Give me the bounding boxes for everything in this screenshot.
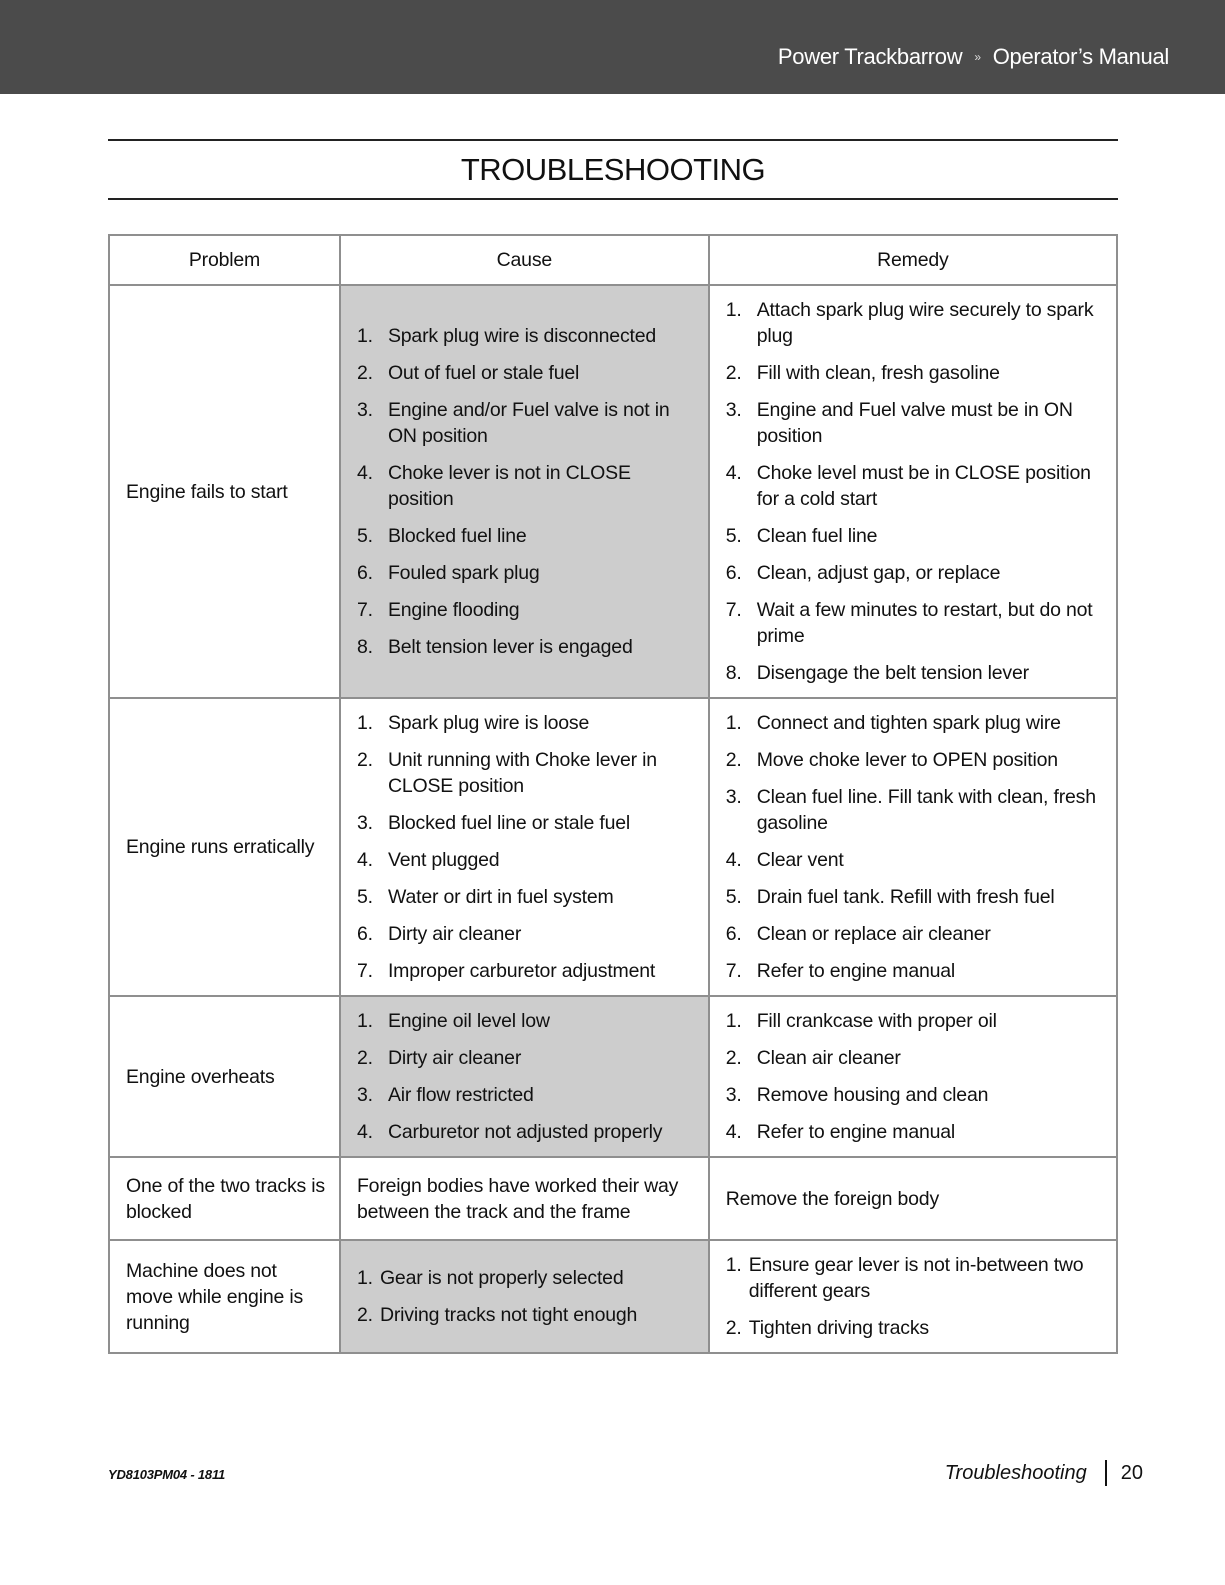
- item-text: Clean fuel line. Fill tank with clean, fresh gasoline: [756, 786, 1096, 834]
- title-rule: [108, 139, 1118, 200]
- list-item: [357, 1119, 694, 1145]
- column-header-remedy: Remedy: [709, 235, 1117, 285]
- list-item: [726, 1252, 1102, 1304]
- list-item: [357, 1265, 694, 1291]
- list-item: [357, 921, 694, 947]
- list-item: [726, 958, 1102, 984]
- item-text: Clean or replace air cleaner: [756, 923, 991, 945]
- item-text: Ensure gear lever is not in-between two different gears: [748, 1254, 1084, 1302]
- item-text: Driving tracks not tight enough: [379, 1304, 638, 1326]
- item-number: 2.: [725, 1047, 742, 1069]
- item-text: Fill with clean, fresh gasoline: [756, 362, 1000, 384]
- remedy-list: [710, 710, 1116, 984]
- item-number: 1.: [725, 712, 742, 734]
- table-row: [109, 1240, 1117, 1353]
- item-text: Fouled spark plug: [387, 562, 540, 584]
- item-text: Clear vent: [756, 849, 844, 871]
- item-number: 7.: [725, 599, 742, 621]
- list-item: [357, 747, 694, 799]
- document-code: YD8103PM04 - 1811: [108, 1467, 226, 1482]
- table-row: [109, 698, 1117, 996]
- item-text: Wait a few minutes to restart, but do not prime: [756, 599, 1093, 647]
- list-item: [726, 921, 1102, 947]
- item-text: Move choke lever to OPEN position: [756, 749, 1058, 771]
- item-text: Engine flooding: [387, 599, 520, 621]
- problem-cell: Engine runs erratically: [109, 698, 340, 996]
- list-item: [357, 810, 694, 836]
- item-text: Clean, adjust gap, or replace: [756, 562, 1001, 584]
- breadcrumb-separator-icon: »: [974, 50, 981, 64]
- list-item: [357, 1302, 694, 1328]
- cause-list: [341, 710, 708, 984]
- footer-section-name: Troubleshooting: [944, 1461, 1087, 1484]
- list-item: [357, 1008, 694, 1034]
- item-text: Refer to engine manual: [756, 960, 956, 982]
- item-number: 5.: [356, 525, 373, 547]
- table-row: [109, 285, 1117, 698]
- item-text: Blocked fuel line: [387, 525, 527, 547]
- item-number: 3.: [725, 1084, 742, 1106]
- item-number: 4.: [725, 462, 742, 484]
- cause-cell: [340, 1157, 709, 1240]
- table-row: [109, 1157, 1117, 1240]
- item-text: Disengage the belt tension lever: [756, 662, 1029, 684]
- item-number: 1.: [356, 1010, 373, 1032]
- item-text: Spark plug wire is disconnected: [387, 325, 656, 347]
- item-number: 8.: [725, 662, 742, 684]
- list-item: [357, 360, 694, 386]
- footer-divider: [1105, 1460, 1107, 1486]
- item-text: Improper carburetor adjustment: [387, 960, 656, 982]
- list-item: [726, 560, 1102, 586]
- item-text: Gear is not properly selected: [379, 1267, 624, 1289]
- list-item: [726, 784, 1102, 836]
- item-number: 4.: [725, 1121, 742, 1143]
- item-text: Vent plugged: [387, 849, 500, 871]
- remedy-list: [710, 1008, 1116, 1145]
- item-number: 2.: [725, 1317, 742, 1339]
- item-text: Drain fuel tank. Refill with fresh fuel: [756, 886, 1055, 908]
- item-number: 7.: [356, 599, 373, 621]
- list-item: [726, 1315, 1102, 1341]
- item-number: 6.: [725, 562, 742, 584]
- list-item: [726, 710, 1102, 736]
- item-text: Fill crankcase with proper oil: [756, 1010, 997, 1032]
- item-number: 1.: [356, 1267, 373, 1289]
- page-number: 20: [1120, 1461, 1143, 1484]
- list-item: [726, 847, 1102, 873]
- item-number: 4.: [356, 462, 373, 484]
- item-text: Dirty air cleaner: [387, 923, 522, 945]
- item-number: 5.: [356, 886, 373, 908]
- breadcrumb: [778, 44, 1169, 70]
- item-number: 2.: [725, 362, 742, 384]
- cause-cell: [340, 1240, 709, 1353]
- remedy-cell: [709, 996, 1117, 1157]
- remedy-list: [710, 1252, 1116, 1341]
- list-item: [726, 1045, 1102, 1071]
- list-item: [726, 660, 1102, 686]
- item-text: Attach spark plug wire securely to spark plug: [756, 299, 1094, 347]
- list-item: [357, 1045, 694, 1071]
- item-number: 2.: [356, 1047, 373, 1069]
- item-number: 4.: [356, 849, 373, 871]
- item-text: Refer to engine manual: [756, 1121, 956, 1143]
- item-text: Dirty air cleaner: [387, 1047, 522, 1069]
- item-number: 5.: [725, 886, 742, 908]
- item-text: Tighten driving tracks: [748, 1317, 929, 1339]
- manual-name: Operator’s Manual: [992, 44, 1169, 69]
- list-item: [357, 1082, 694, 1108]
- item-text: Clean air cleaner: [756, 1047, 901, 1069]
- list-item: [726, 1082, 1102, 1108]
- cause-list: [341, 1008, 708, 1145]
- item-text: Connect and tighten spark plug wire: [756, 712, 1061, 734]
- item-number: 7.: [356, 960, 373, 982]
- list-item: [726, 747, 1102, 773]
- cause-cell: [340, 285, 709, 698]
- cause-cell: [340, 698, 709, 996]
- remedy-cell: [709, 1157, 1117, 1240]
- cause-text: Foreign bodies have worked their way between the track and the frame: [356, 1174, 679, 1223]
- item-number: 1.: [356, 712, 373, 734]
- list-item: [357, 847, 694, 873]
- list-item: [357, 323, 694, 349]
- column-header-cause: Cause: [340, 235, 709, 285]
- item-text: Choke lever is not in CLOSE position: [387, 462, 631, 510]
- list-item: [357, 460, 694, 512]
- item-number: 3.: [725, 399, 742, 421]
- list-item: [357, 634, 694, 660]
- problem-cell: Engine overheats: [109, 996, 340, 1157]
- item-text: Choke level must be in CLOSE position for a cold start: [756, 462, 1091, 510]
- item-text: Air flow restricted: [387, 1084, 534, 1106]
- list-item: [726, 523, 1102, 549]
- item-text: Engine and/or Fuel valve is not in ON position: [387, 399, 670, 447]
- list-item: [726, 597, 1102, 649]
- item-text: Out of fuel or stale fuel: [387, 362, 580, 384]
- problem-cell: Engine fails to start: [109, 285, 340, 698]
- list-item: [726, 884, 1102, 910]
- cause-list: [341, 1265, 708, 1328]
- list-item: [726, 460, 1102, 512]
- item-number: 5.: [725, 525, 742, 547]
- column-header-problem: Problem: [109, 235, 340, 285]
- remedy-cell: [709, 285, 1117, 698]
- list-item: [357, 958, 694, 984]
- remedy-list: [710, 297, 1116, 686]
- list-item: [357, 523, 694, 549]
- item-number: 3.: [356, 812, 373, 834]
- item-number: 1.: [356, 325, 373, 347]
- item-text: Engine oil level low: [387, 1010, 550, 1032]
- item-text: Belt tension lever is engaged: [387, 636, 633, 658]
- item-number: 6.: [356, 562, 373, 584]
- item-text: Unit running with Choke lever in CLOSE position: [387, 749, 657, 797]
- item-number: 8.: [356, 636, 373, 658]
- list-item: [726, 397, 1102, 449]
- item-number: 1.: [725, 1010, 742, 1032]
- list-item: [726, 297, 1102, 349]
- header-bar: [0, 0, 1225, 94]
- cause-cell: [340, 996, 709, 1157]
- page-title: TROUBLESHOOTING: [460, 151, 766, 187]
- item-text: Spark plug wire is loose: [387, 712, 590, 734]
- remedy-text: Remove the foreign body: [725, 1187, 939, 1210]
- product-name: Power Trackbarrow: [777, 44, 963, 69]
- item-number: 4.: [725, 849, 742, 871]
- list-item: [726, 1008, 1102, 1034]
- item-text: Clean fuel line: [756, 525, 878, 547]
- item-text: Remove housing and clean: [756, 1084, 989, 1106]
- table-row: [109, 996, 1117, 1157]
- item-text: Engine and Fuel valve must be in ON position: [756, 399, 1073, 447]
- list-item: [726, 1119, 1102, 1145]
- item-number: 2.: [725, 749, 742, 771]
- item-number: 3.: [356, 399, 373, 421]
- remedy-cell: [709, 698, 1117, 996]
- list-item: [357, 597, 694, 623]
- item-number: 3.: [725, 786, 742, 808]
- item-number: 1.: [725, 299, 742, 321]
- item-number: 2.: [356, 749, 373, 771]
- item-number: 1.: [725, 1254, 742, 1276]
- table-header-row: [109, 235, 1117, 285]
- list-item: [357, 560, 694, 586]
- item-number: 4.: [356, 1121, 373, 1143]
- remedy-cell: [709, 1240, 1117, 1353]
- list-item: [357, 397, 694, 449]
- item-number: 6.: [356, 923, 373, 945]
- troubleshooting-table: [108, 234, 1118, 1354]
- item-text: Carburetor not adjusted properly: [387, 1121, 663, 1143]
- page-footer: [945, 1460, 1143, 1486]
- problem-cell: Machine does not move while engine is running: [109, 1240, 340, 1353]
- list-item: [726, 360, 1102, 386]
- item-number: 6.: [725, 923, 742, 945]
- item-text: Water or dirt in fuel system: [387, 886, 614, 908]
- item-text: Blocked fuel line or stale fuel: [387, 812, 630, 834]
- problem-cell: One of the two tracks is blocked: [109, 1157, 340, 1240]
- item-number: 2.: [356, 362, 373, 384]
- item-number: 3.: [356, 1084, 373, 1106]
- list-item: [357, 884, 694, 910]
- item-number: 2.: [356, 1304, 373, 1326]
- cause-list: [341, 323, 708, 660]
- list-item: [357, 710, 694, 736]
- item-number: 7.: [725, 960, 742, 982]
